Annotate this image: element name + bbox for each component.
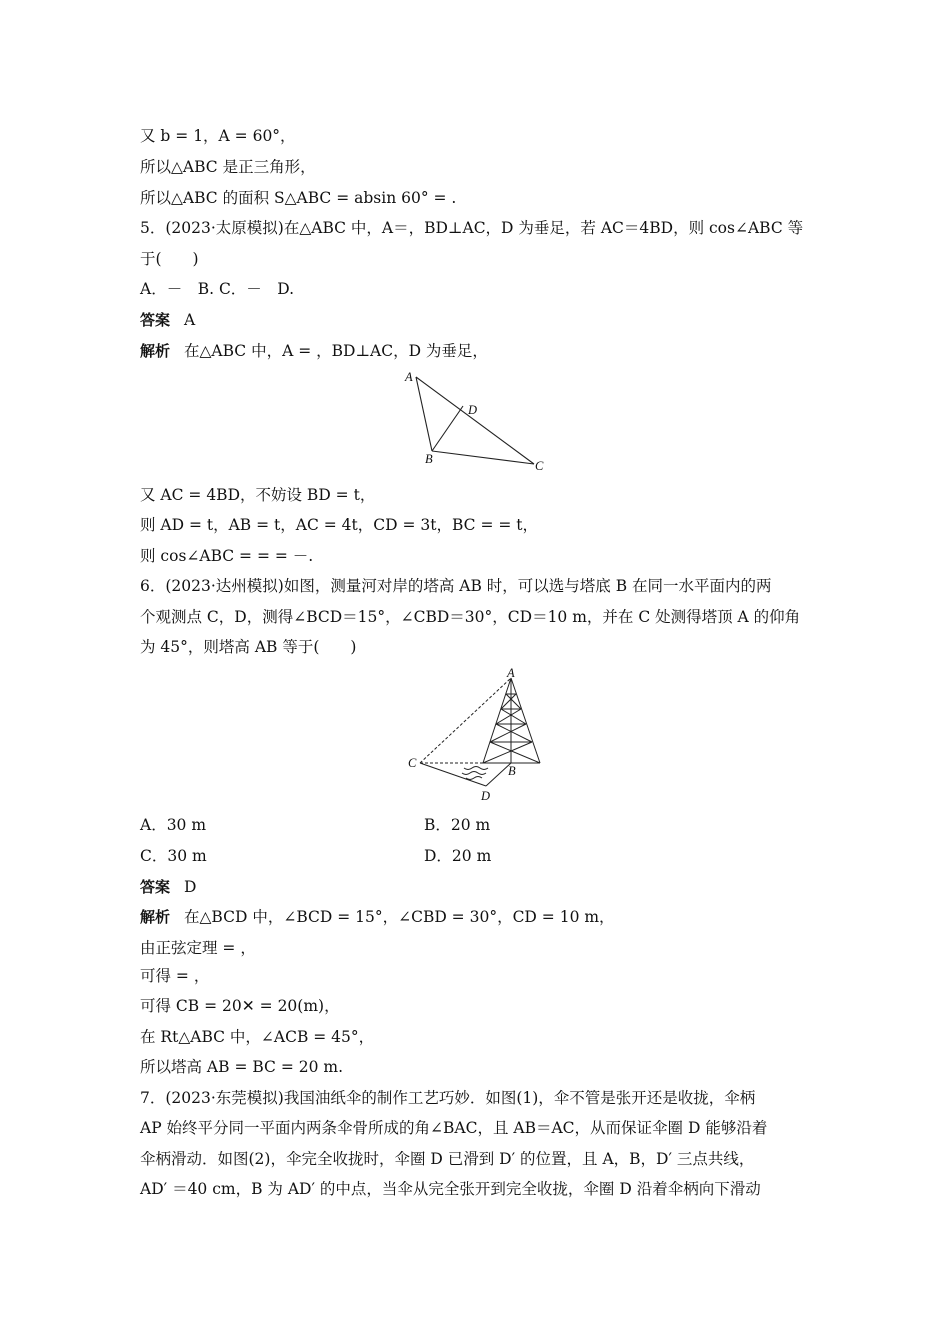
text-line: 可得 CB = 20✕ = 20(m)， (140, 997, 340, 1015)
solution-6 (140, 907, 615, 927)
vertex-label-c: C (535, 459, 544, 473)
answer-value: D (184, 878, 197, 896)
answer-6 (140, 877, 196, 897)
solution-text: 在△BCD 中，∠BCD = 15°，∠CBD = 30°，CD = 10 m， (184, 908, 615, 926)
text-line: 则 AD = t，AB = t，AC = 4t，CD = 3t，BC = = t， (140, 516, 538, 534)
vertex-label-c: C (408, 756, 417, 770)
option-d: D．20 m (424, 847, 492, 865)
options-row-1 (140, 815, 491, 835)
text-line: 在 Rt△ABC 中，∠ACB = 45°， (140, 1028, 375, 1046)
text-line: 所以△ABC 的面积 S△ABC = absin 60° = . (140, 189, 457, 207)
options-row-2 (140, 846, 492, 866)
answer-5 (140, 310, 195, 330)
text-line: 则 cos∠ABC = = = －. (140, 547, 314, 565)
option-b: B．20 m (424, 816, 491, 834)
vertex-label-d: D (468, 403, 478, 417)
river-wave-icon (466, 777, 482, 780)
solution-label: 解析 (140, 908, 171, 926)
vertex-label-b: B (508, 764, 516, 778)
text-line: 又 b = 1，A = 60°， (140, 127, 296, 145)
segment-bd (432, 406, 463, 451)
vertex-label-a: A (507, 666, 515, 680)
text-line: 所以塔高 AB = BC = 20 m. (140, 1058, 344, 1076)
vertex-label-a: A (405, 370, 413, 384)
solution-text: 在△ABC 中，A = ，BD⊥AC，D 为垂足， (184, 342, 488, 360)
question-5-stem: 5．(2023·太原模拟)在△ABC 中，A＝，BD⊥AC，D 为垂足，若 AC＝4BD，则 cos∠ABC 等 (140, 219, 804, 237)
triangle-figure-5 (396, 364, 556, 476)
question-7-stem: 7．(2023·东莞模拟)我国油纸伞的制作工艺巧妙．如图(1)，伞不管是张开还是收拢，伞柄 (140, 1089, 756, 1107)
text-line: 又 AC = 4BD，不妨设 BD = t， (140, 486, 376, 504)
question-7-stem-cont: AP 始终平分同一平面内两条伞骨所成的角∠BAC，且 AB＝AC，从而保证伞圈 D 能够沿着 (140, 1119, 768, 1137)
tower-figure-6 (402, 664, 552, 806)
question-7-stem-cont: AD′ ＝40 cm，B 为 AD′ 的中点，当伞从完全张开到完全收拢，伞圈 D 沿着伞柄向下滑动 (140, 1180, 761, 1198)
question-7-stem-cont: 伞柄滑动．如图(2)，伞完全收拢时，伞圈 D 已滑到 D′ 的位置，且 A，B，D′ 三点共线， (140, 1150, 755, 1168)
solution-label: 解析 (140, 342, 171, 360)
answer-label: 答案 (140, 311, 171, 329)
text-line: 所以△ABC 是正三角形， (140, 158, 316, 176)
answer-label: 答案 (140, 878, 171, 896)
river-wave-icon (462, 772, 486, 775)
option-a: A．30 m (140, 816, 207, 834)
question-5-stem-cont: 于( ) (140, 250, 199, 268)
question-5-options: A．－ B. C．－ D. (140, 280, 295, 298)
solution-5 (140, 341, 488, 361)
question-6-stem: 6．(2023·达州模拟)如图，测量河对岸的塔高 AB 时，可以选与塔底 B 在同一水平面内的两 (140, 577, 772, 595)
option-c: C．30 m (140, 847, 207, 865)
text-line: 由正弦定理 = ， (140, 939, 256, 957)
question-6-stem-cont: 个观测点 C，D，测得∠BCD＝15°，∠CBD＝30°，CD＝10 m，并在 C 处测得塔顶 A 的仰角 (140, 608, 801, 626)
text-line: 可得 = ， (140, 967, 210, 985)
river-wave-icon (464, 767, 488, 770)
segment-ab (416, 377, 432, 451)
tower-right-edge (511, 678, 540, 763)
question-6-stem-cont: 为 45°，则塔高 AB 等于( ) (140, 638, 357, 656)
vertex-label-d: D (481, 789, 491, 803)
vertex-label-b: B (425, 452, 433, 466)
answer-value: A (184, 311, 196, 329)
